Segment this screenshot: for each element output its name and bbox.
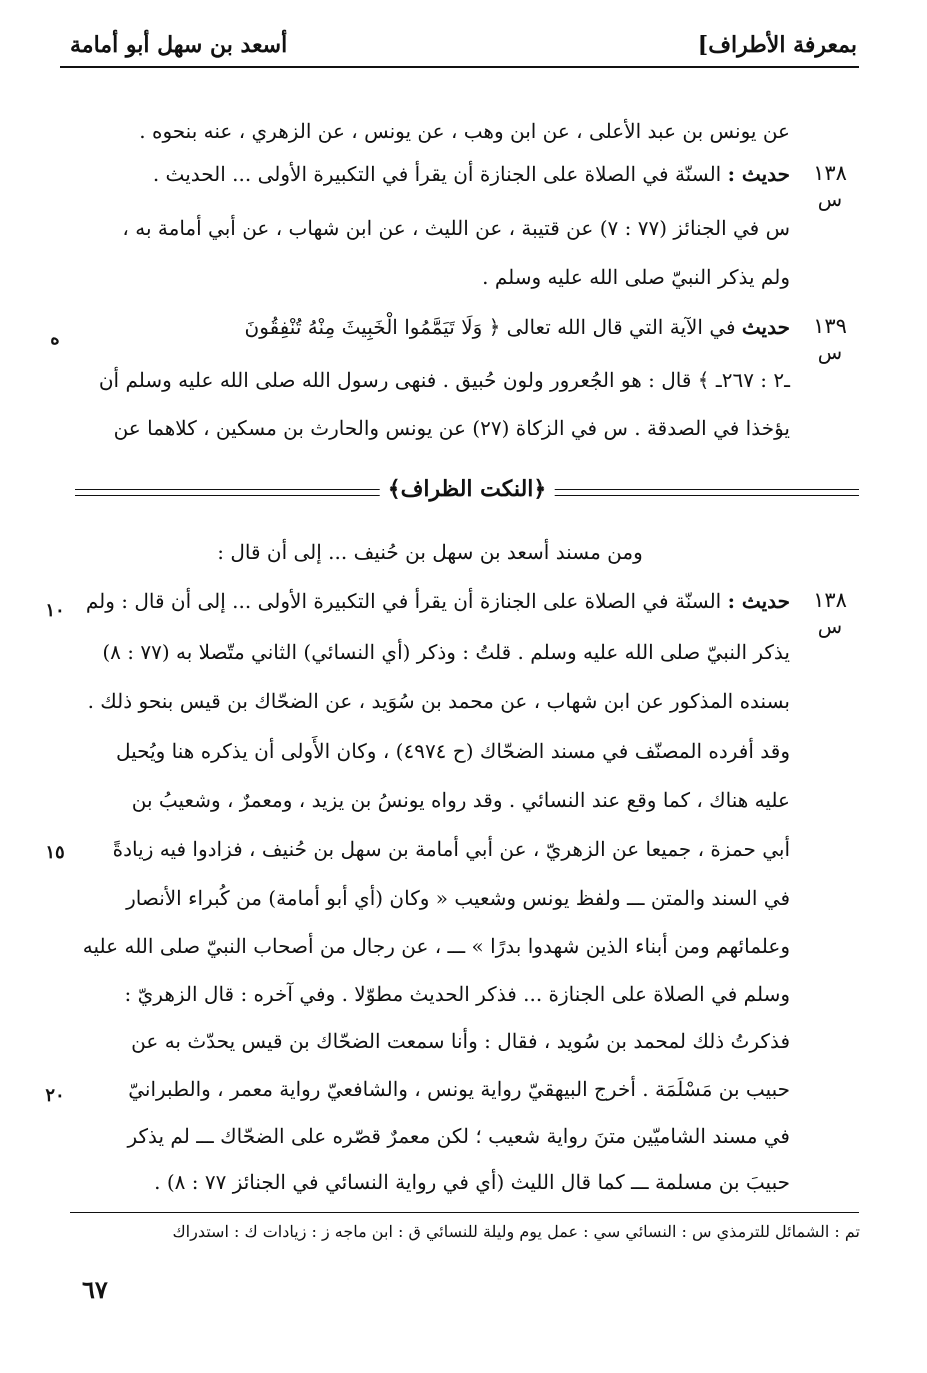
hadith-sigla: س	[817, 614, 843, 638]
header-right-title: بمعرفة الأطراف]	[697, 32, 857, 58]
margin-line-number: ٢٠	[45, 1085, 65, 1106]
hadith-lead: حديث	[741, 315, 790, 339]
text-line: بسنده المذكور عن ابن شهاب ، عن محمد بن سُوَيد ، عن الضحّاك بن قيس بنحو ذلك .	[87, 689, 790, 713]
page-number: ٦٧	[82, 1275, 108, 1304]
margin-mark: ه	[50, 328, 60, 349]
hadith-sigla: س	[817, 187, 843, 211]
text-span: السنّة في الصلاة على الجنازة أن يقرأ في التكبيرة الأولى ... الحديث .	[152, 162, 722, 186]
hadith-sigla: س	[817, 340, 843, 364]
text-span: في الآية التي قال الله تعالى ﴿ وَلَا تَيَمَّمُوا الْخَبِيثَ مِنْهُ تُنْفِقُونَ	[244, 315, 736, 339]
text-line: عليه هناك ، كما وقع عند النسائي . وقد رواه يونسُ بن يزيد ، ومعمرٌ ، وشعيبُ بن	[131, 788, 790, 812]
margin-line-number: ١٠	[45, 600, 65, 621]
text-span: السنّة في الصلاة على الجنازة أن يقرأ في التكبيرة الأولى ... إلى أن قال : ولم	[85, 589, 722, 613]
text-line: س في الجنائز (٧٧ : ٧) عن قتيبة ، عن الليث ، عن ابن شهاب ، عن أبي أمامة به ،	[122, 216, 790, 240]
header-rule	[60, 66, 859, 68]
text-line: وسلم في الصلاة على الجنازة ... فذكر الحديث مطوّلا . وفي آخره : قال الزهريّ :	[124, 982, 790, 1006]
section-divider	[75, 476, 859, 504]
hadith-number-value: ١٣٩	[813, 314, 847, 338]
divider-rule	[514, 489, 859, 496]
hadith-number-value: ١٣٨	[813, 161, 847, 185]
abbreviations-footnote: تم : الشمائل للترمذي س : النسائي سي : عمل يوم وليلة للنسائي ق : ابن ماجه ز : زيادات ك : استدراك	[172, 1222, 860, 1241]
divider-rule	[75, 489, 420, 496]
hadith-number	[795, 587, 865, 639]
text-line: فذكرتُ ذلك لمحمد بن سُويد ، فقال : وأنا سمعت الضحّاك بن قيس يحدّث به عن	[131, 1029, 790, 1053]
text-line: في مسند الشاميّين متنَ رواية شعيب ؛ لكن معمرٌ قصّره على الضحّاك ـــ لم يذكر	[127, 1124, 790, 1148]
text-line: ومن مسند أسعد بن سهل بن حُنيف ... إلى أن قال :	[217, 540, 643, 564]
text-line: عن يونس بن عبد الأعلى ، عن ابن وهب ، عن يونس ، عن الزهري ، عنه بنحوه .	[139, 119, 790, 143]
text-line: وقد أفرده المصنّف في مسند الضحّاك (ح ٤٩٧٤) ، وكان الأَولى أن يذكره هنا ويُحيل	[116, 739, 790, 763]
footer-rule	[70, 1212, 859, 1213]
text-line: وعلمائهم ومن أبناء الذين شهدوا بدرًا » ـــ ، عن رجال من أصحاب النبيّ صلى الله عليه	[82, 934, 790, 958]
hadith-number	[795, 160, 865, 212]
hadith-lead: حديث :	[727, 589, 790, 613]
text-line: يذكر النبيّ صلى الله عليه وسلم . قلتُ : وذكر (أي النسائي) الثاني متّصلا به (٧٧ : ٨)	[102, 640, 790, 664]
hadith-number-value: ١٣٨	[813, 588, 847, 612]
hadith-lead: حديث :	[727, 162, 790, 186]
text-line	[70, 313, 790, 341]
text-line: يؤخذا في الصدقة . س في الزكاة (٢٧) عن يونس والحارث بن مسكين ، كلاهما عن	[113, 416, 790, 440]
header-left-title: أسعد بن سهل أبو أمامة	[70, 32, 288, 58]
text-line: في السند والمتن ـــ ولفظ يونس وشعيب « وكان (أي أبو أمامة) من كُبراء الأنصار	[126, 886, 790, 910]
running-header	[60, 28, 857, 64]
section-title: ﴿النكت الظراف﴾	[380, 476, 555, 502]
margin-line-number: ١٥	[45, 842, 65, 863]
text-line: ولم يذكر النبيّ صلى الله عليه وسلم .	[482, 265, 790, 289]
text-line: حبيبَ بن مسلمة ـــ كما قال الليث (أي في رواية النسائي في الجنائز ٧٧ : ٨) .	[154, 1170, 790, 1194]
text-line: حبيب بن مَسْلَمَة . أخرج البيهقيّ رواية يونس ، والشافعيّ رواية معمر ، والطبرانيّ	[128, 1077, 790, 1101]
text-line: ـ٢ : ٢٦٧ـ ﴾ قال : هو الجُعرور ولون حُبيق . فنهى رسول الله صلى الله عليه وسلم أن	[98, 368, 790, 392]
text-line: أبي حمزة ، جميعا عن الزهريّ ، عن أبي أمامة بن سهل بن حُنيف ، فزادوا فيه زيادةً	[112, 837, 790, 861]
hadith-number	[795, 313, 865, 365]
text-line	[70, 587, 790, 615]
text-line	[70, 160, 790, 188]
